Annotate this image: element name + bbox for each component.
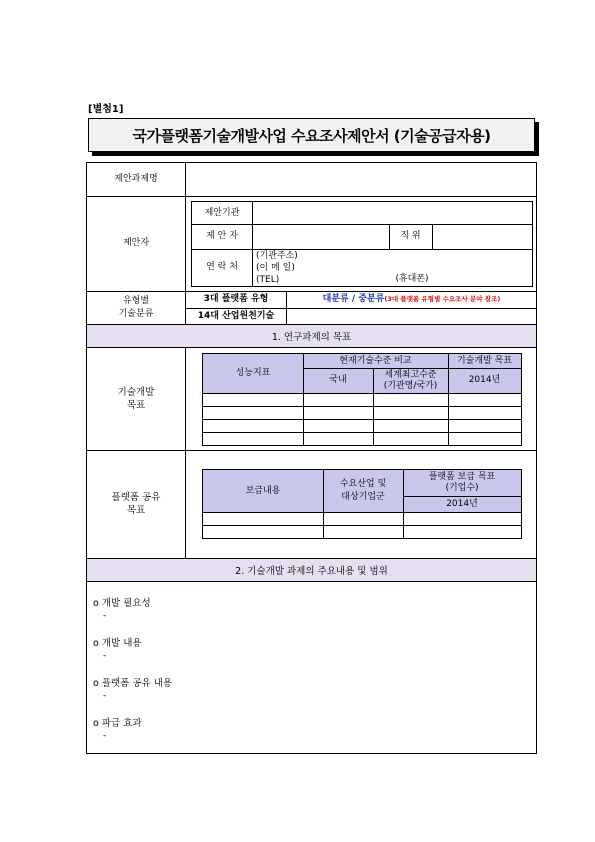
type-label: [87, 291, 185, 324]
platform-goal-label: 플랫폼 공유 목표: [111, 492, 161, 516]
person-label: 제 안 자: [206, 231, 238, 241]
effect-title: o 파급 효과: [93, 718, 142, 729]
position-label: 직 위: [400, 231, 421, 241]
platform-year-header: 2014년: [446, 498, 478, 509]
dev-goal-header: 기술개발 목표: [456, 355, 513, 366]
category-note: (3대 플랫폼 유형별 수요조사 분야 참조): [384, 295, 501, 303]
demand-industry-header: 수요산업 및 대상기업군: [339, 479, 387, 502]
section2-item-content[interactable]: [93, 635, 142, 661]
platform-goal-header: 플랫폼 보급 목표 (기업수): [428, 472, 496, 493]
section2-item-effect[interactable]: [93, 715, 142, 741]
perf-indicator-header: 성능지표: [235, 368, 271, 378]
industry-field[interactable]: [287, 308, 536, 324]
content-title: o 개발 내용: [93, 638, 142, 649]
platform-goal-table: [202, 469, 522, 539]
tel-line: (TEL): [256, 274, 280, 285]
section2-item-sharing[interactable]: [93, 675, 172, 701]
world-best-sub: (기관명/국가): [383, 380, 438, 391]
current-compare-header: 현재기술수준 비교: [339, 355, 412, 366]
form-title: 국가플랫폼기술개발사업 수요조사제안서 (기술공급자용): [88, 118, 535, 152]
institution-label: 제안기관: [204, 207, 240, 218]
institution-field[interactable]: [253, 202, 532, 224]
world-best-text: 세계최고수준: [384, 369, 437, 380]
proposer-label: 제안자: [122, 238, 150, 248]
person-field[interactable]: [253, 224, 389, 249]
content-header: 보급내용: [245, 485, 281, 496]
tech-goal-label: 기술개발 목표: [117, 387, 155, 411]
project-name-field[interactable]: [186, 163, 536, 196]
effect-dash: -: [103, 731, 107, 741]
need-title: o 개발 필요성: [93, 598, 151, 609]
section2-item-need[interactable]: [93, 595, 151, 621]
tech-goal-table: [202, 353, 522, 446]
sharing-dash: -: [103, 691, 107, 701]
year-header: 2014년: [468, 375, 501, 385]
section2-title: 2. 기술개발 과제의 주요내용 및 범위: [87, 558, 536, 582]
email-line: (이 메 일): [256, 262, 295, 273]
category-field[interactable]: [287, 291, 536, 308]
platform-type-label: 3대 플랫폼 유형: [203, 294, 269, 304]
position-field[interactable]: [433, 224, 532, 249]
world-best-header: [373, 368, 448, 393]
section1-title: 1. 연구과제의 목표: [87, 324, 536, 348]
attachment-tag: [별첨1]: [88, 104, 124, 115]
domestic-header: 국내: [329, 375, 347, 385]
category-text: 대분류 / 중분류: [322, 294, 385, 304]
industry-label: 14대 산업원천기술: [197, 310, 275, 321]
type-label-line-1: 유형별: [122, 295, 150, 306]
mobile-label: (휴대폰): [395, 274, 429, 284]
need-dash: -: [103, 611, 107, 621]
type-label-line-2: 기술분류: [118, 308, 154, 319]
address-line: (기관주소): [256, 250, 298, 261]
sharing-title: o 플랫폼 공유 내용: [93, 678, 173, 689]
content-dash: -: [103, 651, 107, 661]
contact-lines[interactable]: [256, 249, 386, 286]
proposer-table: [191, 201, 533, 287]
project-name-label: 제안과제명: [114, 174, 158, 184]
contact-label: 연 락 처: [206, 262, 238, 272]
proposal-form: [86, 162, 537, 754]
